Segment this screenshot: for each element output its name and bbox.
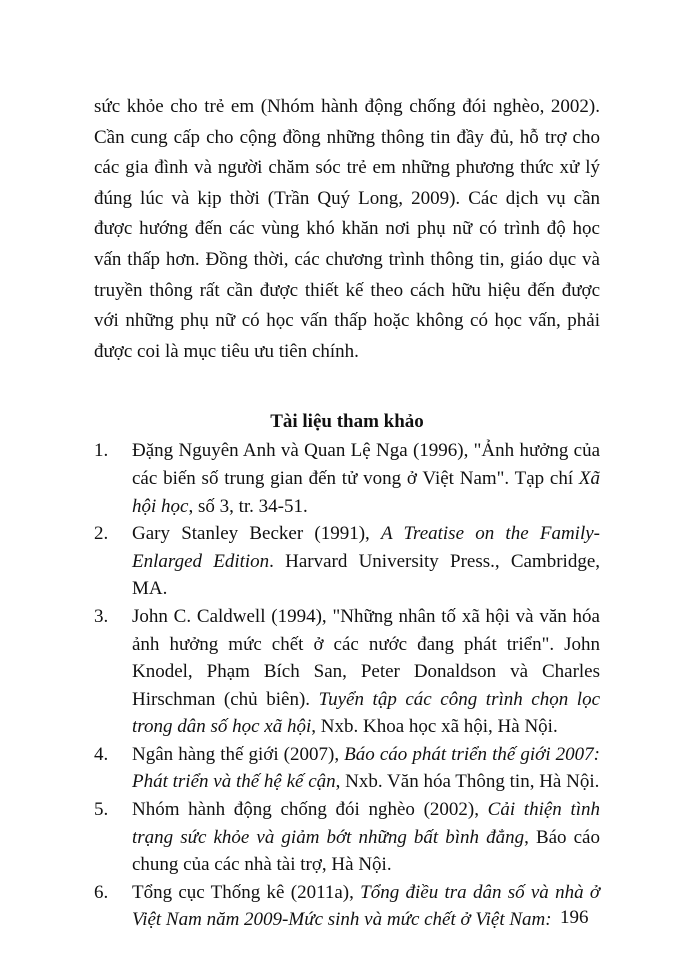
reference-title: Cải thiện tình trạng sức khỏe và giảm bớt những bất bình đẳng xyxy=(132,799,601,848)
reference-text-part: Đặng Nguyên Anh và Quan Lệ Nga (1996), "Ảnh hưởng của các biến số trung gian đến tử vong ở Việt Nam". Tạp chí xyxy=(132,440,600,489)
reference-number: 2. xyxy=(94,523,109,545)
reference-title: Tổng điều tra dân số và nhà ở Việt Nam năm 2009-Mức sinh và mức chết ở Việt Nam: xyxy=(132,881,600,931)
reference-text-part: . Harvard University Press., Cambridge, MA. xyxy=(132,550,601,600)
reference-text-part: Tổng cục Thống kê (2011a), xyxy=(132,881,361,903)
reference-item-5 xyxy=(94,796,600,879)
reference-number: 5. xyxy=(94,799,109,821)
reference-number: 1. xyxy=(94,440,109,462)
reference-list xyxy=(94,437,600,934)
reference-text-part: , Nxb. Văn hóa Thông tin, Hà Nội. xyxy=(335,771,600,793)
reference-text-part: John C. Caldwell (1994), "Những nhân tố xã hội và văn hóa ảnh hưởng mức chết ở các nước đang phát triển". John Knodel, Phạm Bích San, Peter Donaldson và Charles Hirschman (chủ biên). xyxy=(132,605,600,710)
reference-text-part: , Báo cáo chung của các nhà tài trợ, Hà Nội. xyxy=(132,826,600,876)
references-heading: Tài liệu tham khảo xyxy=(270,411,424,433)
body-paragraph: sức khỏe cho trẻ em (Nhóm hành động chống đói nghèo, 2002). Cần cung cấp cho cộng đồng những thông tin đầy đủ, hỗ trợ cho các gia đình và người chăm sóc trẻ em những phương thức xử lý đúng lúc và kịp thời (Trần Quý Long, 2009). Các dịch vụ cần được hướng đến các vùng khó khăn nơi phụ nữ có trình độ học vấn thấp hơn. Đồng thời, các chương trình thông tin, giáo dục và truyền thông rất cần được thiết kế theo cách hữu hiệu đến được với những phụ nữ có học vấn thấp hoặc không có học vấn, phải được coi là mục tiêu ưu tiên chính. xyxy=(94,96,600,362)
reference-text-part: Gary Stanley Becker (1991), xyxy=(132,523,382,545)
reference-text xyxy=(132,606,600,737)
page-content xyxy=(94,92,600,934)
page-number: 196 xyxy=(560,907,589,928)
reference-item-4 xyxy=(94,741,600,796)
reference-item-6 xyxy=(94,879,600,934)
reference-text xyxy=(132,523,600,599)
reference-text-part: Nhóm hành động chống đói nghèo (2002), xyxy=(132,799,488,821)
reference-item-2 xyxy=(94,520,600,603)
reference-text xyxy=(132,882,600,931)
reference-number: 6. xyxy=(94,881,109,903)
reference-number: 4. xyxy=(94,743,109,765)
reference-text xyxy=(132,799,600,875)
reference-title: Báo cáo phát triển thế giới 2007: Phát triển và thế hệ kế cận xyxy=(132,743,600,793)
reference-text-part: , số 3, tr. 34-51. xyxy=(188,495,308,517)
reference-text xyxy=(132,440,600,516)
reference-text-part: Ngân hàng thế giới (2007), xyxy=(132,743,345,765)
reference-number: 3. xyxy=(94,605,109,627)
reference-text-part: , Nxb. Khoa học xã hội, Hà Nội. xyxy=(311,716,558,738)
reference-title: A Treatise on the Family-Enlarged Edition xyxy=(132,523,600,572)
reference-text xyxy=(132,744,600,793)
reference-title: Tuyển tập các công trình chọn lọc trong dân số học xã hội xyxy=(132,688,600,738)
reference-item-1 xyxy=(94,437,600,520)
reference-title: Xã hội học xyxy=(132,467,600,517)
reference-item-3 xyxy=(94,603,600,741)
